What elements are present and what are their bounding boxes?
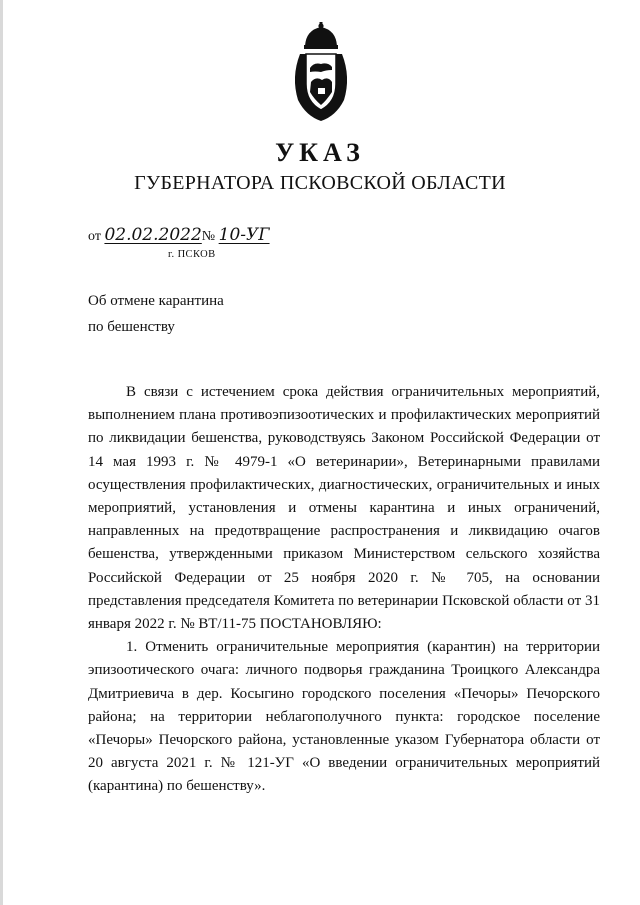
city-label: г. ПСКОВ	[168, 249, 216, 260]
subject-line-1: Об отмене карантина	[88, 293, 224, 309]
document-type-title: УКАЗ	[275, 138, 365, 167]
document-subject	[88, 288, 388, 340]
scan-edge	[0, 0, 3, 905]
handwritten-date: 02.02.2022	[104, 225, 202, 245]
point-1-paragraph: 1. Отменить ограничительные мероприятия (карантин) на территории эпизоотического очага: личного подворья гражданина Троицкого Александра Дмитриевича в дер. Косыгино городского поселения «Печоры» Печорского района; на территории неблагополучного пункта: городское поселение «Печоры» Печорского района, установленные указом Губернатора области от 20 августа 2021 г. № 121-УГ «О введении ограничительных мероприятий (карантина) по бешенству».	[88, 639, 600, 795]
registration-line	[88, 225, 270, 245]
date-prefix: от	[88, 229, 101, 244]
preamble-paragraph: В связи с истечением срока действия ограничительных мероприятий, выполнением плана противоэпизоотических и профилактических мероприятий по ликвидации бешенства, руководствуясь Законом Российской Федерации от 14 мая 1993 г. № 4979-1 «О ветеринарии», Ветеринарными правилами осуществления профилактических, диагностических, ограничительных и иных мероприятий, установления и отмены карантина и иных ограничений, направленных на предотвращение распространения и ликвидацию очагов бешенства, утвержденными приказом Министерством сельского хозяйства Российской Федерации от 25 ноября 2020 г. № 705, на основании представления председателя Комитета по ветеринарии Псковской области от 31 января 2022 г. № ВТ/11-75 ПОСТАНОВЛЯЮ:	[88, 384, 600, 633]
subject-line-2: по бешенству	[88, 319, 175, 335]
number-sign: №	[201, 229, 216, 244]
handwritten-number: 10-УГ	[218, 225, 270, 245]
issuer-title: ГУБЕРНАТОРА ПСКОВСКОЙ ОБЛАСТИ	[134, 172, 506, 194]
pskov-coat-of-arms-icon	[288, 22, 354, 122]
document-body	[88, 381, 600, 799]
